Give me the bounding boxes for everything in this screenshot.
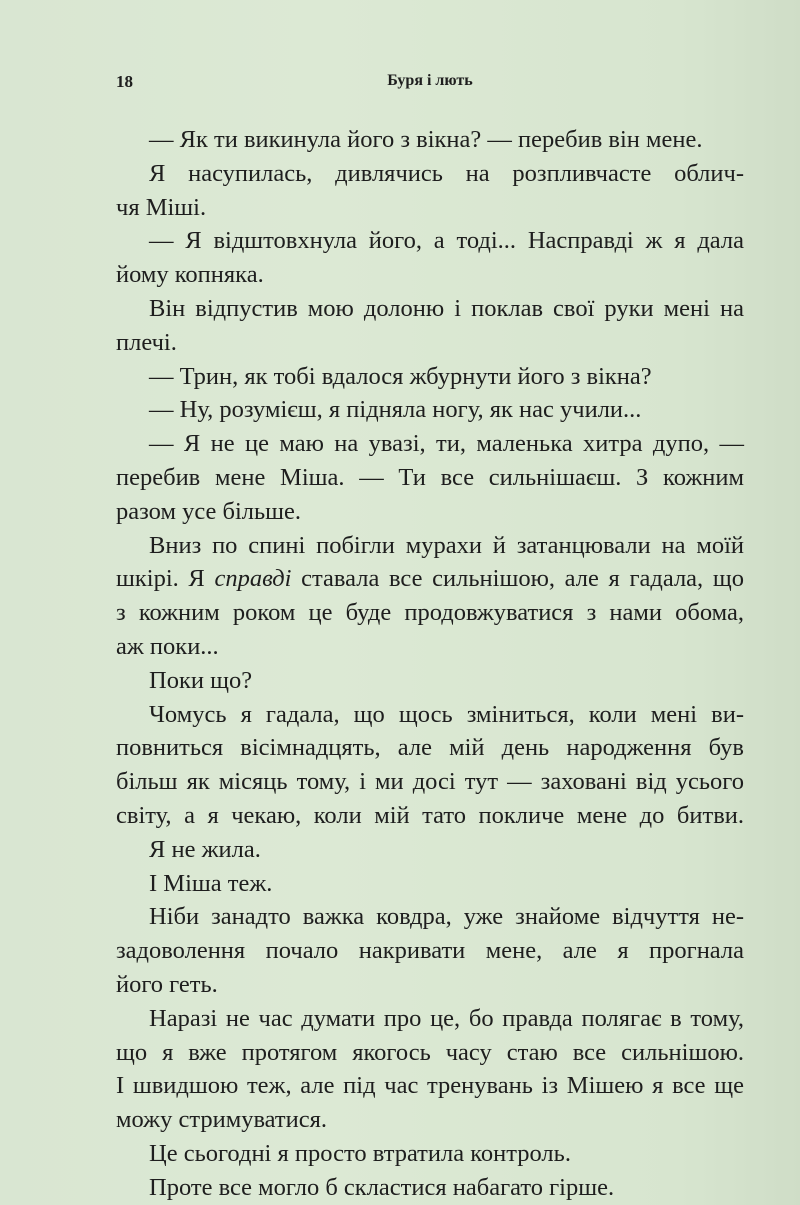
text-line: чя Міші. xyxy=(116,193,207,221)
text-line: повниться вісімнадцять, але мій день народження був xyxy=(116,734,744,762)
paragraph xyxy=(116,833,744,867)
text-line: — Я не це маю на увазі, ти, маленька хитра дупо, — xyxy=(149,430,744,458)
paragraph xyxy=(116,529,744,664)
text-line xyxy=(116,562,744,596)
emphasis-text: справді xyxy=(214,565,292,593)
paragraph xyxy=(116,1137,744,1171)
text-line: можу стримуватися. xyxy=(116,1106,328,1134)
text-line: Чомусь я гадала, що щось зміниться, коли мені ви- xyxy=(149,700,744,728)
text-line: — Трин, як тобі вдалося жбурнути його з вікна? xyxy=(149,362,652,390)
text-line: І Міша теж. xyxy=(149,869,273,897)
paragraph xyxy=(116,224,744,292)
text-line: з кожним роком це буде продовжуватися з нами обома, xyxy=(116,599,744,627)
text-line: його геть. xyxy=(116,970,218,998)
text-line: Це сьогодні я просто втратила контроль. xyxy=(149,1139,571,1167)
paragraph xyxy=(116,427,744,528)
paragraph xyxy=(116,698,744,833)
text-line: — Я відштовхнула його, а тоді... Насправді ж я дала xyxy=(149,227,744,255)
paragraph xyxy=(116,292,744,360)
paragraph xyxy=(116,1171,744,1205)
text-line: Я не жила. xyxy=(149,835,261,863)
text-line: аж поки... xyxy=(116,632,219,660)
paragraph xyxy=(116,664,744,698)
text-line: більш як місяць тому, і ми досі тут — заховані від усього xyxy=(116,768,744,796)
text-span: ставала все сильнішою, але я гадала, що xyxy=(291,565,744,593)
text-line: разом усе більше. xyxy=(116,497,302,525)
text-line: Я насупилась, дивлячись на розпливчасте облич- xyxy=(149,159,744,187)
book-title: Буря і лють xyxy=(387,72,473,89)
text-line: задоволення почало накривати мене, але я прогнала xyxy=(116,937,744,965)
text-line: І швидшою теж, але під час тренувань із Мішею я все ще xyxy=(116,1072,744,1100)
text-line: перебив мене Міша. — Ти все сильнішаєш. З кожним xyxy=(116,463,744,491)
text-line: Проте все могло б скластися набагато гірше. xyxy=(149,1173,615,1201)
paragraph xyxy=(116,157,744,225)
text-line: — Як ти викинула його з вікна? — перебив він мене. xyxy=(149,126,703,153)
text-line: плечі. xyxy=(116,328,177,356)
paragraph xyxy=(116,360,744,394)
text-line: світу, а я чекаю, коли мій тато покличе мене до битви. xyxy=(116,801,744,829)
text-line: йому копняка. xyxy=(116,261,264,289)
paragraph xyxy=(116,900,744,1001)
text-line: Наразі не час думати про це, бо правда полягає в тому, xyxy=(149,1004,744,1032)
running-head xyxy=(116,72,744,96)
body-text xyxy=(116,123,744,1205)
text-line: що я вже протягом якогось часу стаю все сильнішою. xyxy=(116,1038,744,1066)
text-line: Ніби занадто важка ковдра, уже знайоме відчуття не- xyxy=(149,903,744,931)
text-line: Поки що? xyxy=(149,666,253,694)
text-line: — Ну, розумієш, я підняла ногу, як нас учили... xyxy=(149,396,642,424)
text-line: Вниз по спині побігли мурахи й затанцювали на моїй xyxy=(149,531,744,559)
page-number: 18 xyxy=(116,72,133,91)
paragraph xyxy=(116,1002,744,1137)
paragraph xyxy=(116,123,744,157)
text-line: Він відпустив мою долоню і поклав свої руки мені на xyxy=(149,294,744,322)
text-span: шкірі. Я xyxy=(116,565,215,593)
paragraph xyxy=(116,393,744,427)
paragraph xyxy=(116,867,744,901)
